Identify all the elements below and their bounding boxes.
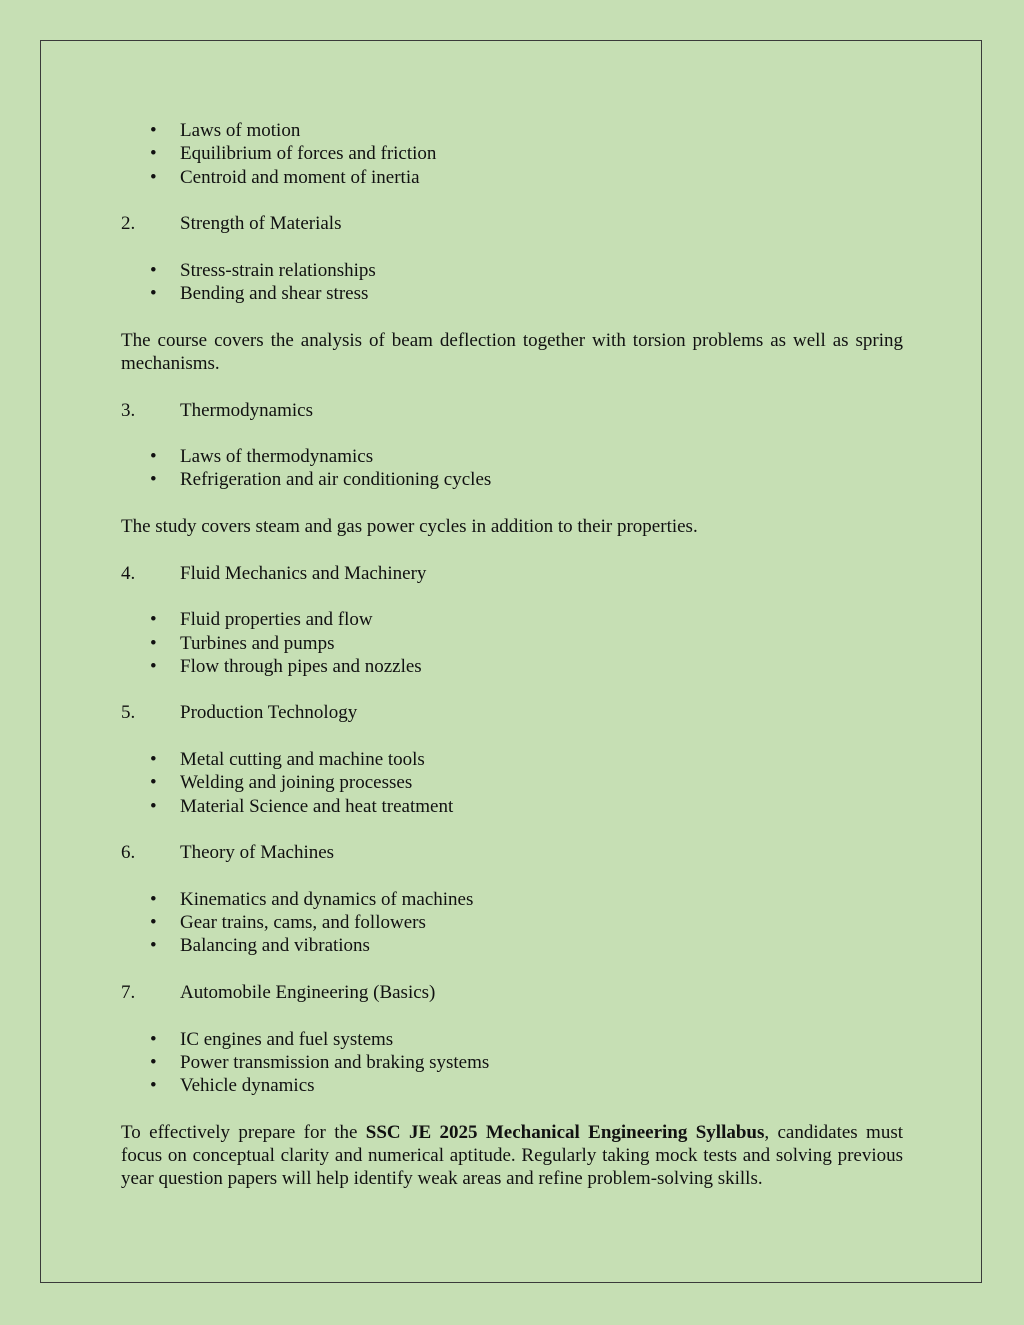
section-number: 3. xyxy=(121,399,136,421)
section-title: Thermodynamics xyxy=(180,399,313,421)
closing-paragraph: To effectively prepare for the SSC JE 2025 Mechanical Engineering Syllabus, candidates must focus on conceptual clarity and numerical aptitude. Regularly taking mock tests and solving previous year question papers will help identify weak areas and refine problem-solving skills. xyxy=(121,1121,903,1190)
list-item: • Balancing and vibrations xyxy=(150,935,370,957)
bullet-icon: • xyxy=(150,749,157,771)
list-item: • Refrigeration and air conditioning cycles xyxy=(150,469,492,491)
bullet-icon: • xyxy=(150,1028,157,1050)
section-number: 4. xyxy=(121,562,136,584)
fluid-mechanics-bullet-list xyxy=(121,608,903,678)
list-item: • Welding and joining processes xyxy=(150,772,413,794)
intro-bullet-list xyxy=(121,119,903,189)
list-item: • Material Science and heat treatment xyxy=(150,795,454,817)
bullet-icon: • xyxy=(150,912,157,934)
list-item: • Gear trains, cams, and followers xyxy=(150,912,426,934)
bullet-icon: • xyxy=(150,446,157,468)
bullet-icon: • xyxy=(150,143,157,165)
section-number: 7. xyxy=(121,981,136,1003)
list-item: • Kinematics and dynamics of machines xyxy=(150,888,474,910)
section-number: 2. xyxy=(121,213,136,235)
bullet-icon: • xyxy=(150,655,157,677)
section-heading-production-technology xyxy=(121,701,903,724)
list-item: • Centroid and moment of inertia xyxy=(150,166,420,188)
bullet-icon: • xyxy=(150,795,157,817)
bullet-icon: • xyxy=(150,469,157,491)
list-item: • Power transmission and braking systems xyxy=(150,1051,490,1073)
list-item: • Metal cutting and machine tools xyxy=(150,749,425,771)
automobile-bullet-list xyxy=(121,1028,903,1098)
section-number: 6. xyxy=(121,842,136,864)
syllabus-bold-title: SSC JE 2025 Mechanical Engineering Syllabus xyxy=(365,1121,765,1143)
section-title: Production Technology xyxy=(180,702,358,724)
list-item: • Fluid properties and flow xyxy=(150,609,373,631)
bullet-icon: • xyxy=(150,632,157,654)
list-item: • Turbines and pumps xyxy=(150,632,335,654)
bullet-icon: • xyxy=(150,935,157,957)
bullet-icon: • xyxy=(150,1051,157,1073)
bullet-icon: • xyxy=(150,166,157,188)
section-title: Fluid Mechanics and Machinery xyxy=(180,562,427,584)
thermodynamics-bullet-list xyxy=(121,445,903,492)
section-heading-theory-of-machines xyxy=(121,841,903,864)
strength-bullet-list xyxy=(121,259,903,306)
bullet-icon: • xyxy=(150,609,157,631)
list-item: • Equilibrium of forces and friction xyxy=(150,143,437,165)
section-number: 5. xyxy=(121,702,136,724)
thermodynamics-note-paragraph: The study covers steam and gas power cycles in addition to their properties. xyxy=(121,516,698,538)
section-heading-thermodynamics xyxy=(121,399,903,422)
list-item: • Laws of thermodynamics xyxy=(150,446,374,468)
document-body xyxy=(121,119,903,1191)
list-item: • Flow through pipes and nozzles xyxy=(150,655,422,677)
list-item: • Laws of motion xyxy=(150,120,301,141)
list-item: • Vehicle dynamics xyxy=(150,1075,315,1097)
machines-bullet-list xyxy=(121,888,903,958)
bullet-icon: • xyxy=(150,283,157,305)
production-bullet-list xyxy=(121,748,903,818)
section-heading-fluid-mechanics xyxy=(121,562,903,585)
bullet-icon: • xyxy=(150,772,157,794)
strength-note-paragraph: The course covers the analysis of beam deflection together with torsion problems as well as spring mechanisms. xyxy=(121,329,903,374)
section-heading-strength-of-materials xyxy=(121,212,903,235)
list-item: • Bending and shear stress xyxy=(150,283,369,305)
list-item: • Stress-strain relationships xyxy=(150,259,376,281)
bullet-icon: • xyxy=(150,120,157,141)
section-title: Automobile Engineering (Basics) xyxy=(180,981,436,1003)
section-title: Strength of Materials xyxy=(180,213,342,235)
bullet-icon: • xyxy=(150,1075,157,1097)
section-heading-automobile-engineering xyxy=(121,981,903,1004)
section-title: Theory of Machines xyxy=(180,842,335,864)
bullet-icon: • xyxy=(150,259,157,281)
bullet-icon: • xyxy=(150,888,157,910)
list-item: • IC engines and fuel systems xyxy=(150,1028,394,1050)
